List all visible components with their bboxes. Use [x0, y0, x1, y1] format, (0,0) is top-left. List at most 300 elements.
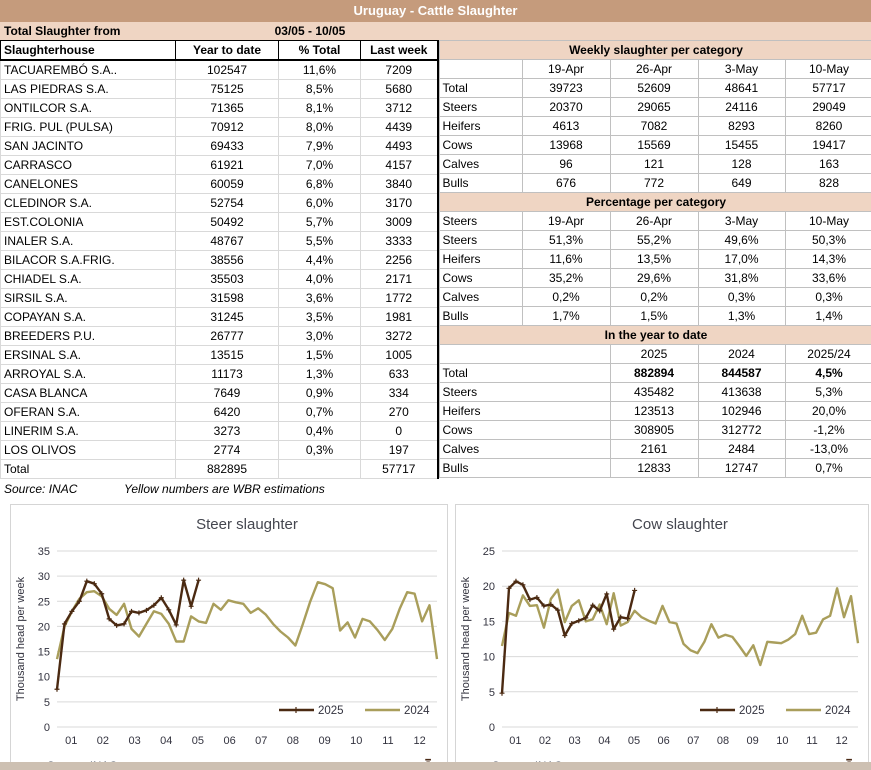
- row-label: Total: [1, 460, 176, 479]
- row-label: CANELONES: [1, 175, 176, 194]
- slaughterhouse-table: [0, 40, 439, 479]
- table-cell: 20,0%: [785, 402, 871, 421]
- category-row: [439, 79, 871, 98]
- category-row: [439, 98, 871, 117]
- row-label: ARROYAL S.A.: [1, 365, 176, 384]
- table-cell: 1,5%: [279, 346, 361, 365]
- table-cell: 14,3%: [785, 250, 871, 269]
- table-cell: 4439: [361, 118, 438, 137]
- table-cell: 0,2%: [522, 288, 610, 307]
- x-tick-label: 04: [598, 735, 611, 747]
- legend-label: 2024: [404, 705, 430, 717]
- table-cell: 49,6%: [698, 231, 785, 250]
- table-cell: 19-Apr: [522, 60, 610, 79]
- table-cell: 2256: [361, 251, 438, 270]
- y-tick-label: 15: [37, 646, 50, 659]
- row-label: CHIADEL S.A.: [1, 270, 176, 289]
- slaughterhouse-row: [1, 175, 438, 194]
- y-tick-label: 0: [43, 722, 50, 734]
- column-header-row: [439, 212, 871, 231]
- table-cell: 1772: [361, 289, 438, 308]
- table-cell: 39723: [522, 79, 610, 98]
- chart-title: Cow slaughter: [632, 516, 728, 533]
- row-label: Calves: [439, 288, 522, 307]
- category-row: [439, 459, 871, 478]
- table-cell: 5,3%: [785, 383, 871, 402]
- table-cell: 3,0%: [279, 327, 361, 346]
- table-cell: 4157: [361, 156, 438, 175]
- table-cell: 17,0%: [698, 250, 785, 269]
- table-cell: 7209: [361, 60, 438, 80]
- table-cell: 3170: [361, 194, 438, 213]
- table-cell: 35,2%: [522, 269, 610, 288]
- table-cell: 270: [361, 403, 438, 422]
- table-cell: 7,9%: [279, 137, 361, 156]
- table-cell: 4613: [522, 117, 610, 136]
- table-cell: [279, 460, 361, 479]
- table-cell: 0,9%: [279, 384, 361, 403]
- table-cell: 1,5%: [610, 307, 698, 326]
- table-cell: 5680: [361, 80, 438, 99]
- slaughterhouse-row: [1, 232, 438, 251]
- source-note: Source: INAC: [4, 482, 78, 496]
- row-label: LINERIM S.A.: [1, 422, 176, 441]
- slaughterhouse-table-body: [1, 41, 438, 479]
- table-cell: -13,0%: [785, 440, 871, 459]
- table-cell: 6,8%: [279, 175, 361, 194]
- table-cell: 57717: [361, 460, 438, 479]
- table-cell: 52754: [176, 194, 279, 213]
- table-cell: 57717: [785, 79, 871, 98]
- row-label: [439, 60, 522, 79]
- table-cell: 15569: [610, 136, 698, 155]
- row-label: Bulls: [439, 459, 610, 478]
- x-tick-label: 09: [318, 735, 331, 747]
- bottom-bar: [0, 762, 871, 770]
- table-cell: 10-May: [785, 60, 871, 79]
- legend-label: 2025: [318, 705, 344, 717]
- row-label: LOS OLIVOS: [1, 441, 176, 460]
- table-cell: 8260: [785, 117, 871, 136]
- table-cell: 649: [698, 174, 785, 193]
- row-label: [439, 345, 610, 364]
- table-cell: 0,2%: [610, 288, 698, 307]
- table-cell: 48767: [176, 232, 279, 251]
- x-tick-label: 03: [568, 735, 581, 747]
- chart-svg: [456, 505, 868, 770]
- slaughterhouse-row: [1, 346, 438, 365]
- table-cell: 882894: [610, 364, 698, 383]
- table-cell: 52609: [610, 79, 698, 98]
- table-cell: 197: [361, 441, 438, 460]
- row-label: Steers: [439, 383, 610, 402]
- table-cell: 102547: [176, 60, 279, 80]
- table-cell: 31598: [176, 289, 279, 308]
- row-label: LAS PIEDRAS S.A.: [1, 80, 176, 99]
- table-notes: [0, 479, 871, 499]
- steer-slaughter-chart: [10, 504, 448, 770]
- table-cell: 676: [522, 174, 610, 193]
- table-cell: 3-May: [698, 212, 785, 231]
- table-cell: 2161: [610, 440, 698, 459]
- category-row: [439, 288, 871, 307]
- table-cell: 51,3%: [522, 231, 610, 250]
- section-header: Weekly slaughter per category: [439, 41, 871, 60]
- table-cell: 35503: [176, 270, 279, 289]
- table-cell: 8,0%: [279, 118, 361, 137]
- table-cell: 7,0%: [279, 156, 361, 175]
- x-tick-label: 11: [382, 735, 394, 747]
- slaughterhouse-row: [1, 194, 438, 213]
- cow-slaughter-chart: [455, 504, 869, 770]
- slaughterhouse-row: [1, 289, 438, 308]
- row-label: BREEDERS P.U.: [1, 327, 176, 346]
- slaughterhouse-row: [1, 422, 438, 441]
- category-table-body: [439, 41, 871, 478]
- table-cell: 29,6%: [610, 269, 698, 288]
- slaughterhouse-row: [1, 441, 438, 460]
- table-cell: 13,5%: [610, 250, 698, 269]
- table-cell: 4493: [361, 137, 438, 156]
- row-label: CASA BLANCA: [1, 384, 176, 403]
- row-label: Calves: [439, 440, 610, 459]
- table-cell: 1,7%: [522, 307, 610, 326]
- table-cell: 882895: [176, 460, 279, 479]
- table-cell: 0: [361, 422, 438, 441]
- table-cell: 29065: [610, 98, 698, 117]
- table-cell: 1,3%: [698, 307, 785, 326]
- slaughterhouse-row: [1, 60, 438, 80]
- table-cell: 121: [610, 155, 698, 174]
- x-tick-label: 11: [806, 735, 818, 747]
- table-cell: 1005: [361, 346, 438, 365]
- y-tick-label: 5: [488, 686, 495, 699]
- table-cell: 31,8%: [698, 269, 785, 288]
- series-line-2024: [502, 588, 858, 665]
- table-cell: 11,6%: [522, 250, 610, 269]
- column-header-row: [439, 60, 871, 79]
- legend-marker: [293, 707, 299, 713]
- slaughterhouse-row: [1, 403, 438, 422]
- table-cell: 10-May: [785, 212, 871, 231]
- table-cell: 15455: [698, 136, 785, 155]
- table-cell: 2024: [698, 345, 785, 364]
- table-cell: 24116: [698, 98, 785, 117]
- table-cell: 0,3%: [279, 441, 361, 460]
- table-cell: 69433: [176, 137, 279, 156]
- column-header: Year to date: [176, 41, 279, 61]
- slaughterhouse-row: [1, 213, 438, 232]
- table-cell: 123513: [610, 402, 698, 421]
- row-label: CARRASCO: [1, 156, 176, 175]
- category-row: [439, 421, 871, 440]
- table-cell: 3712: [361, 99, 438, 118]
- table-cell: 0,3%: [785, 288, 871, 307]
- x-tick-label: 04: [160, 735, 173, 747]
- table-cell: 4,0%: [279, 270, 361, 289]
- y-tick-label: 30: [37, 571, 50, 584]
- table-cell: 33,6%: [785, 269, 871, 288]
- column-header: Slaughterhouse: [1, 41, 176, 61]
- legend-marker: [714, 707, 720, 713]
- slaughterhouse-row: [1, 80, 438, 99]
- table-cell: 12747: [698, 459, 785, 478]
- row-label: OFERAN S.A.: [1, 403, 176, 422]
- category-row: [439, 307, 871, 326]
- table-cell: 75125: [176, 80, 279, 99]
- row-label: Total: [439, 79, 522, 98]
- y-tick-label: 10: [482, 651, 495, 664]
- x-tick-label: 08: [286, 735, 300, 747]
- table-cell: 50,3%: [785, 231, 871, 250]
- table-cell: 0,7%: [785, 459, 871, 478]
- slaughterhouse-row: [1, 384, 438, 403]
- series-line-2025: [57, 580, 199, 689]
- table-cell: 828: [785, 174, 871, 193]
- table-cell: 633: [361, 365, 438, 384]
- slaughterhouse-row: [1, 308, 438, 327]
- total-row: [1, 460, 438, 479]
- row-label: Steers: [439, 98, 522, 117]
- y-tick-label: 25: [37, 596, 50, 609]
- table-cell: 772: [610, 174, 698, 193]
- row-label: Total: [439, 364, 610, 383]
- table-cell: 3,6%: [279, 289, 361, 308]
- table-cell: 13968: [522, 136, 610, 155]
- table-cell: 0,4%: [279, 422, 361, 441]
- charts-row: [0, 499, 871, 770]
- category-row: [439, 136, 871, 155]
- table-cell: 163: [785, 155, 871, 174]
- subtitle-label: Total Slaughter from: [4, 24, 121, 38]
- table-cell: 48641: [698, 79, 785, 98]
- category-row: [439, 250, 871, 269]
- row-label: FRIG. PUL (PULSA): [1, 118, 176, 137]
- table-cell: 3333: [361, 232, 438, 251]
- x-tick-label: 07: [687, 735, 700, 747]
- table-cell: 13515: [176, 346, 279, 365]
- legend-label: 2025: [739, 705, 765, 717]
- table-cell: 5,5%: [279, 232, 361, 251]
- row-label: TACUAREMBÓ S.A..: [1, 60, 176, 80]
- slaughterhouse-row: [1, 118, 438, 137]
- row-label: COPAYAN S.A.: [1, 308, 176, 327]
- table-cell: 312772: [698, 421, 785, 440]
- table-cell: 3840: [361, 175, 438, 194]
- row-label: Bulls: [439, 307, 522, 326]
- table-cell: 1981: [361, 308, 438, 327]
- table-cell: 61921: [176, 156, 279, 175]
- table-cell: 102946: [698, 402, 785, 421]
- table-cell: 11,6%: [279, 60, 361, 80]
- row-label: EST.COLONIA: [1, 213, 176, 232]
- subtitle-period: 03/05 - 10/05: [274, 24, 346, 38]
- x-tick-label: 08: [716, 735, 730, 747]
- table-cell: 12833: [610, 459, 698, 478]
- table-cell: 2484: [698, 440, 785, 459]
- data-point-marker: [55, 687, 60, 692]
- x-tick-label: 01: [65, 735, 78, 747]
- column-header: % Total: [279, 41, 361, 61]
- row-label: Heifers: [439, 402, 610, 421]
- row-label: Steers: [439, 231, 522, 250]
- chart-title: Steer slaughter: [196, 516, 298, 533]
- x-tick-label: 03: [128, 735, 141, 747]
- category-row: [439, 402, 871, 421]
- column-header-row: [439, 345, 871, 364]
- row-label: Cows: [439, 136, 522, 155]
- category-row: [439, 231, 871, 250]
- table-cell: 26-Apr: [610, 60, 698, 79]
- category-row: [439, 174, 871, 193]
- row-label: Cows: [439, 421, 610, 440]
- category-row: [439, 155, 871, 174]
- table-cell: 3273: [176, 422, 279, 441]
- table-cell: -1,2%: [785, 421, 871, 440]
- y-tick-label: 15: [482, 616, 495, 629]
- table-cell: 2025: [610, 345, 698, 364]
- table-cell: 2025/24: [785, 345, 871, 364]
- table-cell: 2774: [176, 441, 279, 460]
- table-cell: 6420: [176, 403, 279, 422]
- slaughterhouse-row: [1, 137, 438, 156]
- column-header: Last week: [361, 41, 438, 61]
- row-label: SAN JACINTO: [1, 137, 176, 156]
- x-tick-label: 02: [538, 735, 552, 747]
- subtitle-band: [0, 22, 871, 40]
- row-label: Heifers: [439, 250, 522, 269]
- row-label: CLEDINOR S.A.: [1, 194, 176, 213]
- table-cell: 4,5%: [785, 364, 871, 383]
- section-header: In the year to date: [439, 326, 871, 345]
- x-tick-label: 01: [509, 735, 522, 747]
- table-cell: 31245: [176, 308, 279, 327]
- x-tick-label: 10: [350, 735, 363, 747]
- table-cell: 4,4%: [279, 251, 361, 270]
- table-cell: 6,0%: [279, 194, 361, 213]
- table-cell: 55,2%: [610, 231, 698, 250]
- slaughterhouse-row: [1, 365, 438, 384]
- table-cell: 20370: [522, 98, 610, 117]
- estimation-note: Yellow numbers are WBR estimations: [124, 482, 325, 496]
- table-cell: 435482: [610, 383, 698, 402]
- y-tick-label: 5: [43, 696, 50, 709]
- category-row: [439, 117, 871, 136]
- data-point-marker: [196, 578, 201, 583]
- table-cell: 26777: [176, 327, 279, 346]
- legend-label: 2024: [825, 705, 851, 717]
- category-table: [439, 40, 871, 478]
- tables-row: [0, 40, 871, 479]
- category-row: [439, 440, 871, 459]
- section-header: Percentage per category: [439, 193, 871, 212]
- table-cell: 7649: [176, 384, 279, 403]
- table-cell: 11173: [176, 365, 279, 384]
- y-axis-title: Thousand head per week: [460, 576, 472, 702]
- slaughterhouse-row: [1, 99, 438, 118]
- table-cell: 8293: [698, 117, 785, 136]
- table-cell: 8,5%: [279, 80, 361, 99]
- table-cell: 413638: [698, 383, 785, 402]
- report-title: Uruguay - Cattle Slaughter: [0, 0, 871, 22]
- table-cell: 50492: [176, 213, 279, 232]
- table-cell: 19-Apr: [522, 212, 610, 231]
- y-tick-label: 20: [482, 581, 495, 594]
- table-cell: 3,5%: [279, 308, 361, 327]
- chart-svg: [11, 505, 447, 770]
- section-header-row: [439, 326, 871, 345]
- slaughterhouse-row: [1, 251, 438, 270]
- data-point-marker: [632, 588, 637, 593]
- slaughterhouse-row: [1, 270, 438, 289]
- y-tick-label: 35: [37, 546, 50, 558]
- row-label: Cows: [439, 269, 522, 288]
- table-cell: 38556: [176, 251, 279, 270]
- table-cell: 3009: [361, 213, 438, 232]
- table-cell: 1,3%: [279, 365, 361, 384]
- y-tick-label: 10: [37, 671, 50, 684]
- table-cell: 0,3%: [698, 288, 785, 307]
- x-tick-label: 07: [255, 735, 268, 747]
- table-cell: 29049: [785, 98, 871, 117]
- table-cell: 5,7%: [279, 213, 361, 232]
- category-row: [439, 364, 871, 383]
- row-label: INALER S.A.: [1, 232, 176, 251]
- table-cell: 128: [698, 155, 785, 174]
- slaughterhouse-row: [1, 156, 438, 175]
- table-cell: 308905: [610, 421, 698, 440]
- table-cell: 3272: [361, 327, 438, 346]
- x-tick-label: 10: [776, 735, 789, 747]
- table-cell: 0,7%: [279, 403, 361, 422]
- x-tick-label: 12: [835, 735, 848, 747]
- table-cell: 60059: [176, 175, 279, 194]
- row-label: Heifers: [439, 117, 522, 136]
- table-cell: 8,1%: [279, 99, 361, 118]
- x-tick-label: 12: [413, 735, 426, 747]
- row-label: Bulls: [439, 174, 522, 193]
- table-cell: 70912: [176, 118, 279, 137]
- row-label: Calves: [439, 155, 522, 174]
- slaughterhouse-row: [1, 327, 438, 346]
- row-label: BILACOR S.A.FRIG.: [1, 251, 176, 270]
- table-cell: 19417: [785, 136, 871, 155]
- row-label: SIRSIL S.A.: [1, 289, 176, 308]
- table-cell: 334: [361, 384, 438, 403]
- x-tick-label: 05: [191, 735, 205, 747]
- table-cell: 2171: [361, 270, 438, 289]
- series-line-2024: [57, 582, 437, 659]
- x-tick-label: 06: [657, 735, 670, 747]
- section-header-row: [439, 193, 871, 212]
- table-cell: 71365: [176, 99, 279, 118]
- y-tick-label: 20: [37, 621, 50, 634]
- x-tick-label: 09: [746, 735, 759, 747]
- table-cell: 844587: [698, 364, 785, 383]
- category-row: [439, 269, 871, 288]
- y-tick-label: 25: [482, 546, 495, 558]
- table-cell: 26-Apr: [610, 212, 698, 231]
- table-cell: 96: [522, 155, 610, 174]
- table-header-row: [1, 41, 438, 61]
- table-cell: 3-May: [698, 60, 785, 79]
- x-tick-label: 06: [223, 735, 236, 747]
- y-axis-title: Thousand head per week: [15, 576, 27, 702]
- category-row: [439, 383, 871, 402]
- row-label: ONTILCOR S.A.: [1, 99, 176, 118]
- section-header-row: [439, 41, 871, 60]
- x-tick-label: 02: [96, 735, 110, 747]
